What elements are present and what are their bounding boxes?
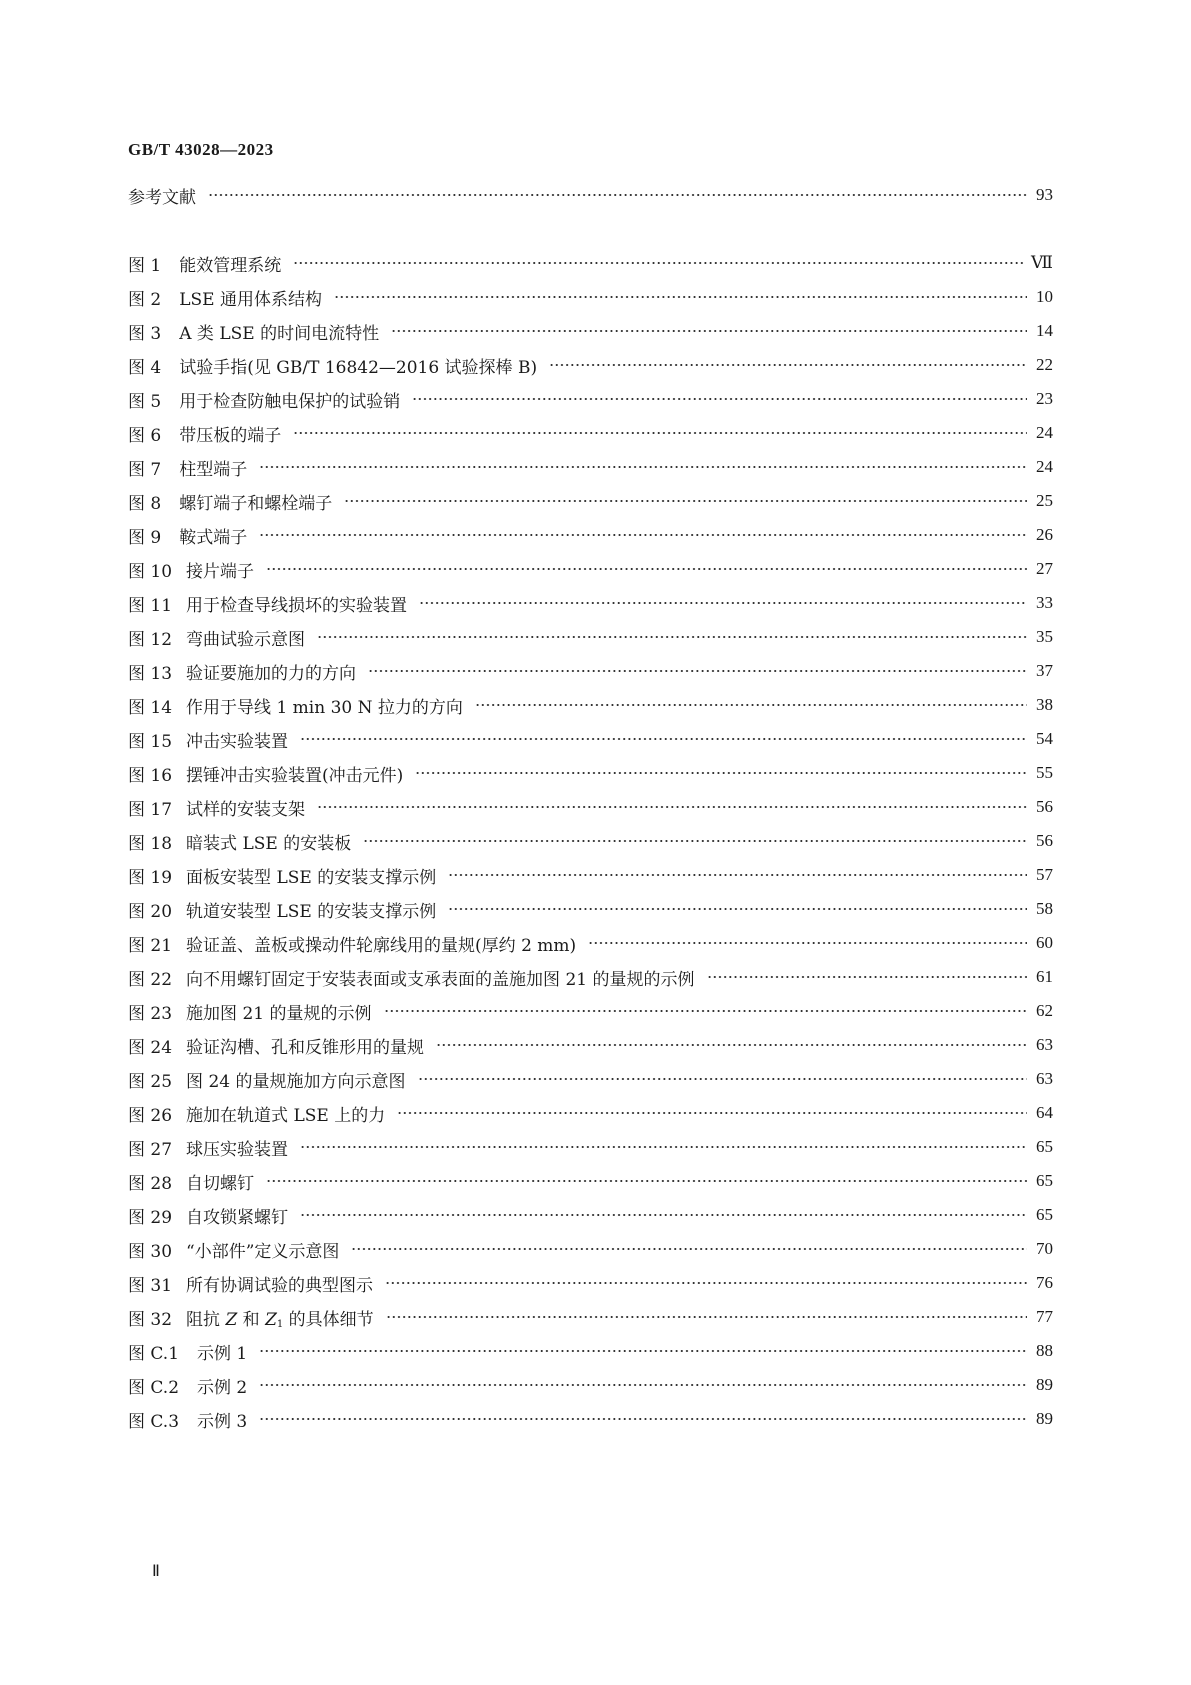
leader-dots xyxy=(412,393,1027,405)
figure-title: LSE 通用体系结构 xyxy=(179,289,322,310)
figure-page: 77 xyxy=(1036,1307,1053,1326)
figure-number: 图 7 xyxy=(128,459,162,480)
figure-page: 10 xyxy=(1036,287,1053,306)
figure-number: 图 17 xyxy=(128,799,173,820)
figure-title: 球压实验装置 xyxy=(186,1139,289,1160)
figure-number: 图 23 xyxy=(128,1003,173,1024)
toc-entry-figure[interactable] xyxy=(128,350,1053,380)
figure-number: 图 27 xyxy=(128,1139,173,1160)
leader-dots xyxy=(300,733,1027,745)
leader-dots xyxy=(368,665,1027,677)
leader-dots xyxy=(419,597,1027,609)
toc-entry-title: 参考文献 xyxy=(128,187,196,208)
figure-page: 88 xyxy=(1036,1341,1053,1360)
figure-number: 图 31 xyxy=(128,1275,173,1296)
leader-dots xyxy=(351,1243,1027,1255)
toc-entry-references[interactable] xyxy=(128,180,1053,210)
leader-dots xyxy=(259,1345,1027,1357)
figure-page: 38 xyxy=(1036,695,1053,714)
leader-dots xyxy=(266,563,1027,575)
leader-dots xyxy=(259,529,1027,541)
toc-entry-figure[interactable] xyxy=(128,656,1053,686)
figure-title: 示例 2 xyxy=(197,1377,248,1398)
figure-number: 图 5 xyxy=(128,391,162,412)
standard-code: GB/T 43028—2023 xyxy=(128,140,274,159)
figure-number: 图 C.3 xyxy=(128,1411,180,1432)
figure-page: 24 xyxy=(1036,423,1053,442)
figure-number: 图 30 xyxy=(128,1241,173,1262)
figure-page: 89 xyxy=(1036,1375,1053,1394)
figure-page: 65 xyxy=(1036,1205,1053,1224)
leader-dots xyxy=(391,325,1027,337)
subscript: 1 xyxy=(276,1318,284,1330)
figure-title: “小部件”定义示意图 xyxy=(186,1241,340,1262)
leader-dots xyxy=(475,699,1027,711)
title-text: 的具体细节 xyxy=(283,1309,374,1330)
figure-page: 26 xyxy=(1036,525,1053,544)
figure-title xyxy=(186,1305,374,1330)
page-number: Ⅱ xyxy=(152,1563,160,1580)
figure-number: 图 18 xyxy=(128,833,173,854)
figure-title: 验证沟槽、孔和反锥形用的量规 xyxy=(186,1037,425,1058)
leader-dots xyxy=(300,1141,1027,1153)
figure-number: 图 22 xyxy=(128,969,173,990)
figure-number: 图 9 xyxy=(128,527,162,548)
figure-page: 61 xyxy=(1036,967,1053,986)
figure-title: 用于检查导线损坏的实验装置 xyxy=(186,595,408,616)
toc-entry-figure[interactable] xyxy=(128,1166,1053,1196)
title-text: 阻抗 xyxy=(186,1309,226,1330)
figure-number: 图 3 xyxy=(128,323,162,344)
leader-dots xyxy=(334,291,1027,303)
leader-dots xyxy=(317,631,1027,643)
leader-dots xyxy=(707,971,1028,983)
toc-entry-figure[interactable] xyxy=(128,928,1053,958)
figure-title: 自切螺钉 xyxy=(186,1173,255,1194)
figure-page: 62 xyxy=(1036,1001,1053,1020)
toc-entry-figure[interactable] xyxy=(128,826,1053,856)
figure-title: 施加在轨道式 LSE 上的力 xyxy=(186,1105,386,1126)
figure-number: 图 4 xyxy=(128,357,162,378)
toc-entry-figure[interactable] xyxy=(128,520,1053,550)
leader-dots xyxy=(418,1073,1028,1085)
figure-page: 63 xyxy=(1036,1069,1053,1088)
leader-dots xyxy=(293,427,1027,439)
toc-entry-figure[interactable] xyxy=(128,554,1053,584)
figure-title: 冲击实验装置 xyxy=(186,731,289,752)
impedance-symbol: Z xyxy=(265,1309,277,1330)
figure-number: 图 11 xyxy=(128,595,173,616)
toc-entry-figure[interactable] xyxy=(128,758,1053,788)
figure-title: 弯曲试验示意图 xyxy=(186,629,306,650)
figure-number: 图 12 xyxy=(128,629,173,650)
leader-dots xyxy=(588,937,1027,949)
leader-dots xyxy=(385,1277,1027,1289)
figure-title: 自攻锁紧螺钉 xyxy=(186,1207,289,1228)
toc-entry-figure[interactable] xyxy=(128,1132,1053,1162)
figure-page: 25 xyxy=(1036,491,1053,510)
figure-page: 89 xyxy=(1036,1409,1053,1428)
figure-title: A 类 LSE 的时间电流特性 xyxy=(179,323,380,344)
figure-page: 56 xyxy=(1036,831,1053,850)
figure-page: 23 xyxy=(1036,389,1053,408)
leader-dots xyxy=(363,835,1027,847)
figure-title: 验证要施加的力的方向 xyxy=(186,663,357,684)
figure-page: 22 xyxy=(1036,355,1053,374)
toc-entry-figure[interactable] xyxy=(128,588,1053,618)
leader-dots xyxy=(549,359,1027,371)
figure-title: 图 24 的量规施加方向示意图 xyxy=(186,1071,406,1092)
toc-entry-figure[interactable] xyxy=(128,622,1053,652)
figure-page: 35 xyxy=(1036,627,1053,646)
toc-entry-figure[interactable] xyxy=(128,1064,1053,1094)
leader-dots xyxy=(344,495,1027,507)
toc-entry-figure[interactable] xyxy=(128,1404,1053,1434)
figure-page: 76 xyxy=(1036,1273,1053,1292)
figure-page: 64 xyxy=(1036,1103,1053,1122)
toc-entry-figure[interactable] xyxy=(128,1030,1053,1060)
leader-dots xyxy=(317,801,1027,813)
figure-page: 54 xyxy=(1036,729,1053,748)
figure-number: 图 21 xyxy=(128,935,173,956)
figure-title: 轨道安装型 LSE 的安装支撑示例 xyxy=(186,901,437,922)
figure-page: 57 xyxy=(1036,865,1053,884)
toc-entry-figure[interactable] xyxy=(128,1200,1053,1230)
figure-number: 图 29 xyxy=(128,1207,173,1228)
figure-title: 接片端子 xyxy=(186,561,255,582)
leader-dots xyxy=(436,1039,1027,1051)
toc-entry-figure[interactable] xyxy=(128,1302,1053,1332)
figure-page: 65 xyxy=(1036,1137,1053,1156)
leader-dots xyxy=(259,1413,1027,1425)
toc-entry-figure[interactable] xyxy=(128,1234,1053,1264)
figure-title: 验证盖、盖板或操动件轮廓线用的量规(厚约 2 mm) xyxy=(186,935,577,956)
figure-page: 63 xyxy=(1036,1035,1053,1054)
leader-dots xyxy=(208,189,1027,201)
leader-dots xyxy=(259,1379,1027,1391)
toc-entry-figure[interactable] xyxy=(128,1098,1053,1128)
figure-title: 带压板的端子 xyxy=(179,425,282,446)
leader-dots xyxy=(300,1209,1027,1221)
figure-title: 向不用螺钉固定于安装表面或支承表面的盖施加图 21 的量规的示例 xyxy=(186,969,695,990)
figure-number: 图 1 xyxy=(128,255,162,276)
leader-dots xyxy=(415,767,1027,779)
figure-number: 图 20 xyxy=(128,901,173,922)
figure-page: 65 xyxy=(1036,1171,1053,1190)
figure-number: 图 25 xyxy=(128,1071,173,1092)
figure-page: 60 xyxy=(1036,933,1053,952)
figure-number: 图 19 xyxy=(128,867,173,888)
figure-title: 暗装式 LSE 的安装板 xyxy=(186,833,352,854)
figure-title: 鞍式端子 xyxy=(179,527,248,548)
figure-title: 螺钉端子和螺栓端子 xyxy=(179,493,333,514)
figure-title: 所有协调试验的典型图示 xyxy=(186,1275,374,1296)
figure-number: 图 24 xyxy=(128,1037,173,1058)
figure-title: 摆锤冲击实验装置(冲击元件) xyxy=(186,765,404,786)
toc-entry-figure[interactable] xyxy=(128,1336,1053,1366)
leader-dots xyxy=(386,1311,1027,1323)
figure-number: 图 6 xyxy=(128,425,162,446)
figure-page: 24 xyxy=(1036,457,1053,476)
figure-page: 56 xyxy=(1036,797,1053,816)
toc-entry-figure[interactable] xyxy=(128,452,1053,482)
impedance-symbol: Z xyxy=(225,1309,238,1330)
figure-number: 图 C.2 xyxy=(128,1377,180,1398)
toc-entry-figure[interactable] xyxy=(128,962,1053,992)
figure-page: 37 xyxy=(1036,661,1053,680)
toc-entry-figure[interactable] xyxy=(128,384,1053,414)
toc-entry-figure[interactable] xyxy=(128,486,1053,516)
leader-dots xyxy=(259,461,1027,473)
figure-title: 示例 1 xyxy=(197,1343,248,1364)
figure-number: 图 14 xyxy=(128,697,173,718)
figure-title: 作用于导线 1 min 30 N 拉力的方向 xyxy=(186,697,463,718)
toc-entry-figure[interactable] xyxy=(128,860,1053,890)
toc-entry-page: 93 xyxy=(1036,185,1053,204)
toc-entry-figure[interactable] xyxy=(128,1268,1053,1298)
figure-number: 图 2 xyxy=(128,289,162,310)
leader-dots xyxy=(448,869,1027,881)
figure-number: 图 8 xyxy=(128,493,162,514)
leader-dots xyxy=(293,257,1025,269)
figure-title: 面板安装型 LSE 的安装支撑示例 xyxy=(186,867,437,888)
figure-title: 能效管理系统 xyxy=(179,255,282,276)
leader-dots xyxy=(384,1005,1028,1017)
toc-entry-figure[interactable] xyxy=(128,248,1053,278)
toc-entry-figure[interactable] xyxy=(128,724,1053,754)
figure-title: 示例 3 xyxy=(197,1411,248,1432)
toc-entry-figure[interactable] xyxy=(128,418,1053,448)
figure-title: 用于检查防触电保护的试验销 xyxy=(179,391,401,412)
figure-number: 图 32 xyxy=(128,1309,173,1330)
figure-number: 图 13 xyxy=(128,663,173,684)
leader-dots xyxy=(448,903,1027,915)
figure-page: 27 xyxy=(1036,559,1053,578)
figure-page: 58 xyxy=(1036,899,1053,918)
toc-entry-figure[interactable] xyxy=(128,690,1053,720)
figure-number: 图 26 xyxy=(128,1105,173,1126)
toc-entry-figure[interactable] xyxy=(128,316,1053,346)
figure-number: 图 16 xyxy=(128,765,173,786)
figure-title: 试验手指(见 GB/T 16842—2016 试验探棒 B) xyxy=(179,357,538,378)
figure-page: Ⅶ xyxy=(1031,253,1053,272)
figure-page: 70 xyxy=(1036,1239,1053,1258)
title-text: 和 xyxy=(237,1309,266,1330)
leader-dots xyxy=(397,1107,1027,1119)
figure-title: 柱型端子 xyxy=(179,459,248,480)
toc-entry-figure[interactable] xyxy=(128,894,1053,924)
toc-entry-figure[interactable] xyxy=(128,282,1053,312)
figure-page: 55 xyxy=(1036,763,1053,782)
toc-entry-figure[interactable] xyxy=(128,996,1053,1026)
figure-title: 施加图 21 的量规的示例 xyxy=(186,1003,372,1024)
figure-page: 14 xyxy=(1036,321,1053,340)
figure-number: 图 C.1 xyxy=(128,1343,180,1364)
figure-title: 试样的安装支架 xyxy=(186,799,306,820)
figure-page: 33 xyxy=(1036,593,1053,612)
figure-number: 图 28 xyxy=(128,1173,173,1194)
figure-number: 图 15 xyxy=(128,731,173,752)
leader-dots xyxy=(266,1175,1027,1187)
figure-number: 图 10 xyxy=(128,561,173,582)
toc-entry-figure[interactable] xyxy=(128,792,1053,822)
toc-entry-figure[interactable] xyxy=(128,1370,1053,1400)
